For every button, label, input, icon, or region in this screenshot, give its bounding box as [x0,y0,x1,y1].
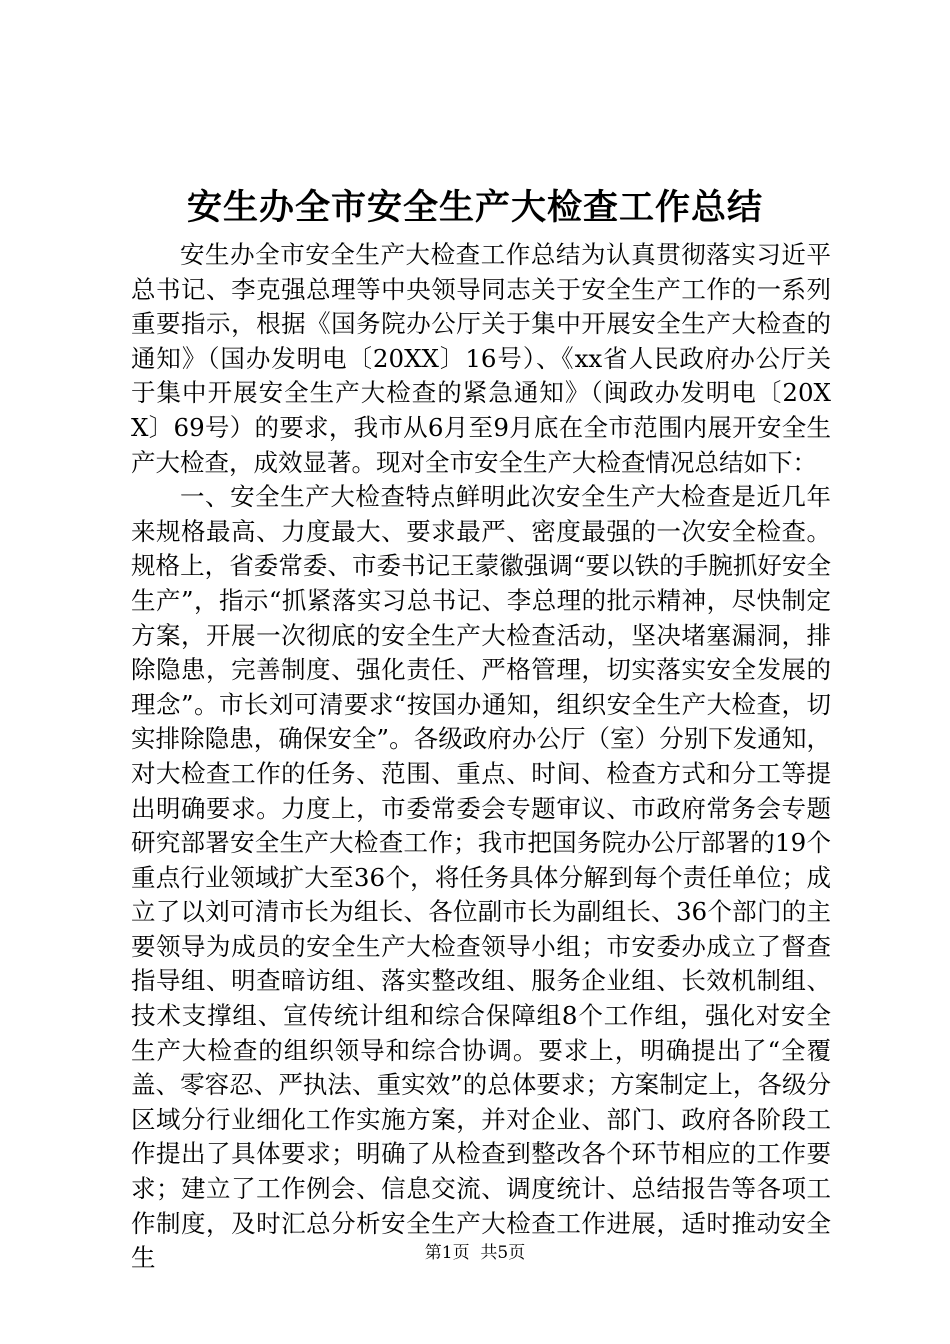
document-title: 安生办全市安全生产大检查工作总结 [186,187,763,228]
paragraph-intro: 安生办全市安全生产大检查工作总结为认真贯彻落实习近平总书记、李克强总理等中央领导同志关于安全生产工作的一系列重要指示，根据《国务院办公厅关于集中开展安全生产大检查的通知》（国办发明电〔20XX〕16号）、《xx省人民政府办公厅关于集中开展安全生产大检查的紧急通知》（闽政办发明电〔20XX〕69号）的要求，我市从6月至9月底在全市范围内展开安全生产大检查，成效显著。现对全市安全生产大检查情况总结如下： [131,240,831,477]
page-number-total: 共5页 [480,1243,526,1263]
page-number-current: 第1页 [424,1243,470,1263]
document-body [131,238,831,1276]
footer-spacer [470,1243,481,1263]
paragraph-section-one: 一、安全生产大检查特点鲜明此次安全生产大检查是近几年来规格最高、力度最大、要求最严、密度最强的一次安全检查。规格上，省委常委、市委书记王蒙徽强调“要以铁的手腕抓好安全生产”，指示“抓紧落实习总书记、李总理的批示精神，尽快制定方案，开展一次彻底的安全生产大检查活动，坚决堵塞漏洞，排除隐患，完善制度、强化责任、严格管理，切实落实安全发展的理念”。市长刘可清要求“按国办通知，组织安全生产大检查，切实排除隐患，确保安全”。各级政府办公厅（室）分别下发通知，对大检查工作的任务、范围、重点、时间、检查方式和分工等提出明确要求。力度上，市委常委会专题审议、市政府常务会专题研究部署安全生产大检查工作；我市把国务院办公厅部署的19个重点行业领域扩大至36个，将任务具体分解到每个责任单位；成立了以刘可清市长为组长、各位副市长为副组长、36个部门的主要领导为成员的安全生产大检查领导小组；市安委办成立了督查指导组、明查暗访组、落实整改组、服务企业组、长效机制组、技术支撑组、宣传统计组和综合保障组8个工作组，强化对安全生产大检查的组织领导和综合协调。要求上，明确提出了“全覆盖、零容忍、严执法、重实效”的总体要求；方案制定上，各级分区域分行业细化工作实施方案，并对企业、部门、政府各阶段工作提出了具体要求；明确了从检查到整改各个环节相应的工作要求；建立了工作例会、信息交流、调度统计、总结报告等各项工作制度，及时汇总分析安全生产大检查工作进展，适时推动安全生 [131,482,831,1273]
page-footer [0,1241,950,1265]
